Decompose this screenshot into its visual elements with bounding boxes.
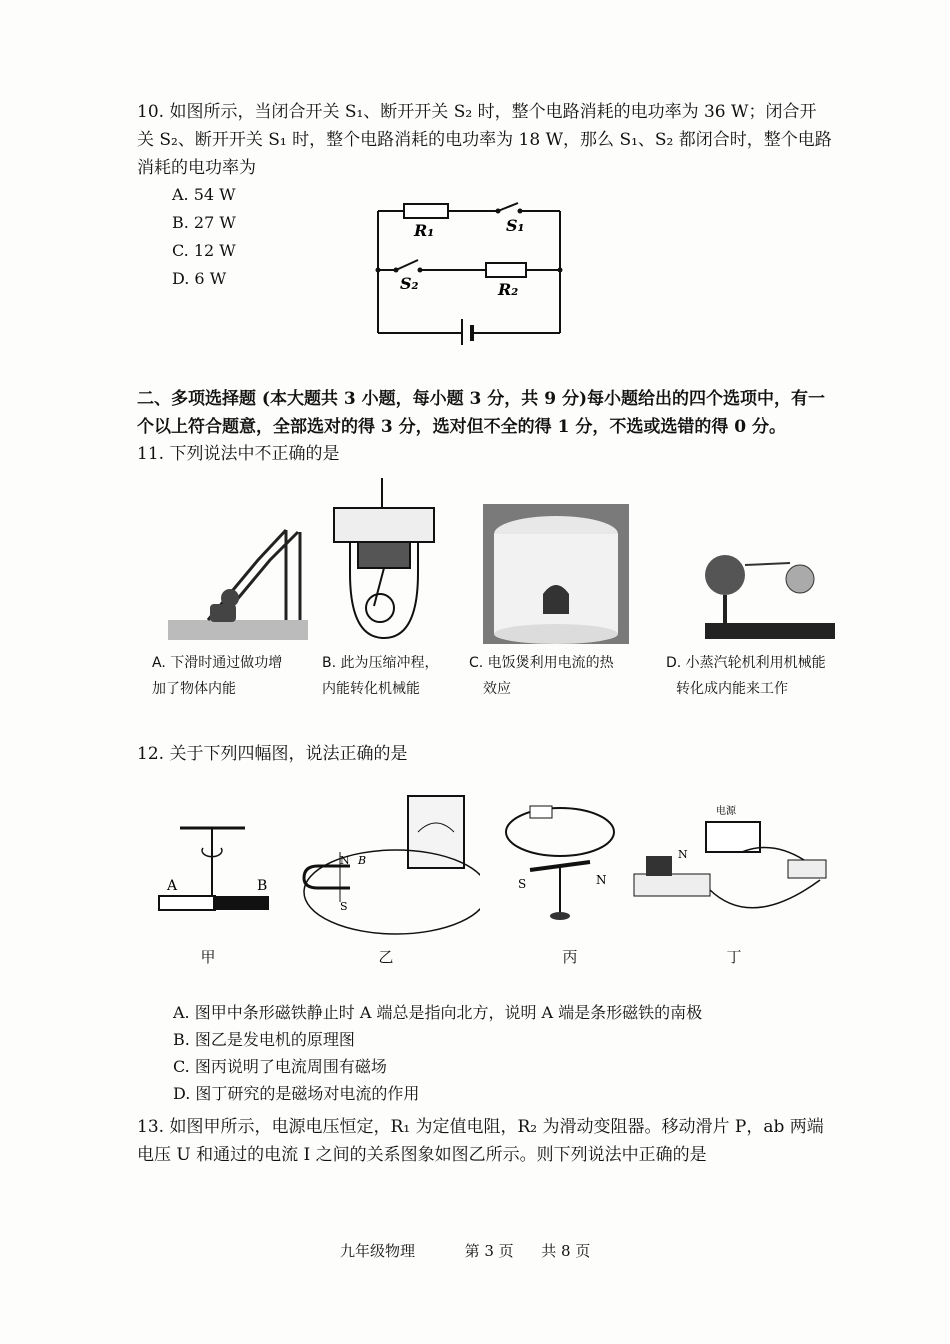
q11-fig-slide xyxy=(168,520,308,640)
q12-label-ding: 丁 xyxy=(726,948,742,966)
q11-fig-rice-cooker xyxy=(483,504,629,644)
q12-fig-yi xyxy=(300,792,480,942)
q11-fig-engine xyxy=(330,478,440,643)
label-s1: S₁ xyxy=(506,216,525,235)
q12-ding-power-label: 电源 xyxy=(716,806,736,817)
s1-contact xyxy=(496,209,501,214)
q13-line-1: 13. 如图甲所示，电源电压恒定，R₁ 为定值电阻，R₂ 为滑动变阻器。移动滑片 P，ab 两端 xyxy=(137,1117,824,1137)
q10-circuit-diagram xyxy=(370,195,570,345)
q11-caption-c: C. 电饭煲利用电流的热 效应 xyxy=(469,655,614,697)
q12-bing-label-n: N xyxy=(596,873,607,887)
q12-yi-label-s: S xyxy=(340,900,348,913)
q11-fig-steam-turbine xyxy=(695,535,845,645)
q10-option-c: C. 12 W xyxy=(172,241,236,260)
q12-fig-bing xyxy=(500,798,620,928)
q12-fig-jia xyxy=(155,820,280,920)
q11-caption-a: A. 下滑时通过做功增 加了物体内能 xyxy=(152,655,283,697)
section2-line-1: 二、多项选择题 (本大题共 3 小题，每小题 3 分，共 9 分)每小题给出的四个选项中，有一 xyxy=(137,389,826,409)
q12-bing-label-s: S xyxy=(518,877,527,891)
q12-jia-label-b: B xyxy=(257,878,268,894)
q11-caption-d: D. 小蒸汽轮机利用机械能 转化成内能来工作 xyxy=(666,655,826,697)
q10-line-3: 消耗的电功率为 xyxy=(137,158,256,178)
q13-line-2: 电压 U 和通过的电流 I 之间的关系图象如图乙所示。则下列说法中正确的是 xyxy=(137,1145,707,1165)
q12-option-a: A. 图甲中条形磁铁静止时 A 端总是指向北方，说明 A 端是条形磁铁的南极 xyxy=(173,1003,703,1022)
section2-line-2: 个以上符合题意，全部选对的得 3 分，选对但不全的得 1 分，不选或选错的得 0 分。 xyxy=(137,417,786,437)
q12-label-bing: 丙 xyxy=(562,948,578,966)
footer-page: 第 3 页 xyxy=(464,1242,514,1260)
label-r2: R₂ xyxy=(498,280,519,299)
q12-stem: 12. 关于下列四幅图，说法正确的是 xyxy=(137,744,408,764)
q12-option-b: B. 图乙是发电机的原理图 xyxy=(173,1030,355,1049)
label-s2: S₂ xyxy=(400,274,419,293)
q12-ding-label-n: N xyxy=(678,848,688,861)
q12-label-yi: 乙 xyxy=(378,948,394,966)
q10-option-d: D. 6 W xyxy=(172,269,227,288)
q12-option-d: D. 图丁研究的是磁场对电流的作用 xyxy=(173,1084,420,1103)
page-footer xyxy=(340,1240,590,1261)
q10-line-1: 10. 如图所示，当闭合开关 S₁、断开开关 S₂ 时，整个电路消耗的电功率为 36 W；闭合开 xyxy=(137,102,817,122)
q10-option-b: B. 27 W xyxy=(172,213,236,232)
q12-fig-ding xyxy=(632,800,842,925)
q10-line-2: 关 S₂、断开开关 S₁ 时，整个电路消耗的电功率为 18 W，那么 S₁、S₂ 都闭合时，整个电路 xyxy=(137,130,832,150)
q11-stem: 11. 下列说法中不正确的是 xyxy=(137,444,340,464)
footer-total: 共 8 页 xyxy=(541,1242,591,1260)
q12-option-c: C. 图丙说明了电流周围有磁场 xyxy=(173,1057,387,1076)
q10-option-a: A. 54 W xyxy=(172,185,236,204)
q12-label-jia: 甲 xyxy=(200,948,216,966)
q12-jia-label-a: A xyxy=(167,878,178,894)
label-r1: R₁ xyxy=(414,221,435,240)
footer-subject: 九年级物理 xyxy=(340,1242,416,1260)
q11-caption-b: B. 此为压缩冲程， 内能转化机械能 xyxy=(322,655,439,697)
q12-yi-label-n: N xyxy=(340,854,350,867)
q12-yi-label-b: B xyxy=(358,854,367,867)
